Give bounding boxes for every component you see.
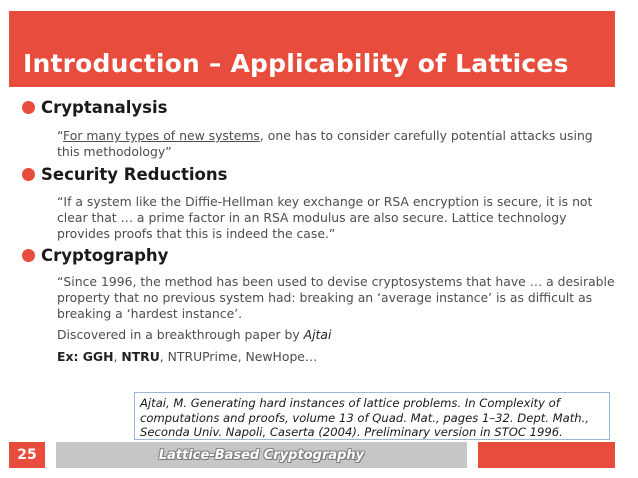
security-reductions-quote: “If a system like the Diffie-Hellman key exchange or RSA encryption is secure, it is not clear that … a prime factor in an RSA modulus are also secure. Lattice technology provides proofs that this is indeed the case.” [57, 194, 593, 241]
cryptography-quote: “Since 1996, the method has been used to devise cryptosystems that have … a desirable property that no previous system had: breaking an ‘average instance’ is as difficult as breaking a ‘hardest instance’. [57, 274, 615, 321]
section-cryptography [22, 246, 168, 265]
underlined-phrase: For many types of new systems [63, 128, 260, 143]
quote-open-mark: “ [57, 128, 64, 143]
footer-accent-block [478, 442, 615, 468]
red-circle-bullet-icon [22, 101, 35, 114]
red-circle-bullet-icon [22, 168, 35, 181]
separator: , [113, 349, 122, 364]
section-cryptanalysis [22, 98, 167, 117]
example-ggh: Ex: GGH [57, 349, 114, 364]
footer-bar [56, 442, 467, 468]
red-circle-bullet-icon [22, 249, 35, 262]
examples-rest: , NTRUPrime, NewHope… [159, 349, 318, 364]
example-ntru: NTRU [121, 349, 160, 364]
footer-title: Lattice-Based Cryptography [158, 447, 365, 463]
page-number: 25 [9, 442, 45, 468]
discovered-prefix: Discovered in a breakthrough paper by [57, 327, 304, 342]
slide-title: Introduction – Applicability of Lattices [23, 49, 569, 78]
discovered-line [57, 327, 617, 343]
section-security-reductions [22, 165, 227, 184]
examples-line [57, 349, 617, 365]
section-heading: Cryptography [41, 246, 169, 265]
section-heading: Security Reductions [41, 165, 228, 184]
reference-box: Ajtai, M. Generating hard instances of lattice problems. In Complexity of computations and proofs, volume 13 of Quad. Mat., pages 1–32. Dept. Math., Seconda Univ. Napoli, Caserta (2004). Preliminary version in STOC 1996. [134, 392, 610, 440]
quote-rest: , one has to consider carefully potential attacks using this methodology” [57, 128, 593, 159]
cryptanalysis-quote [57, 128, 617, 160]
section-heading: Cryptanalysis [41, 98, 168, 117]
author-name: Ajtai [303, 327, 332, 342]
